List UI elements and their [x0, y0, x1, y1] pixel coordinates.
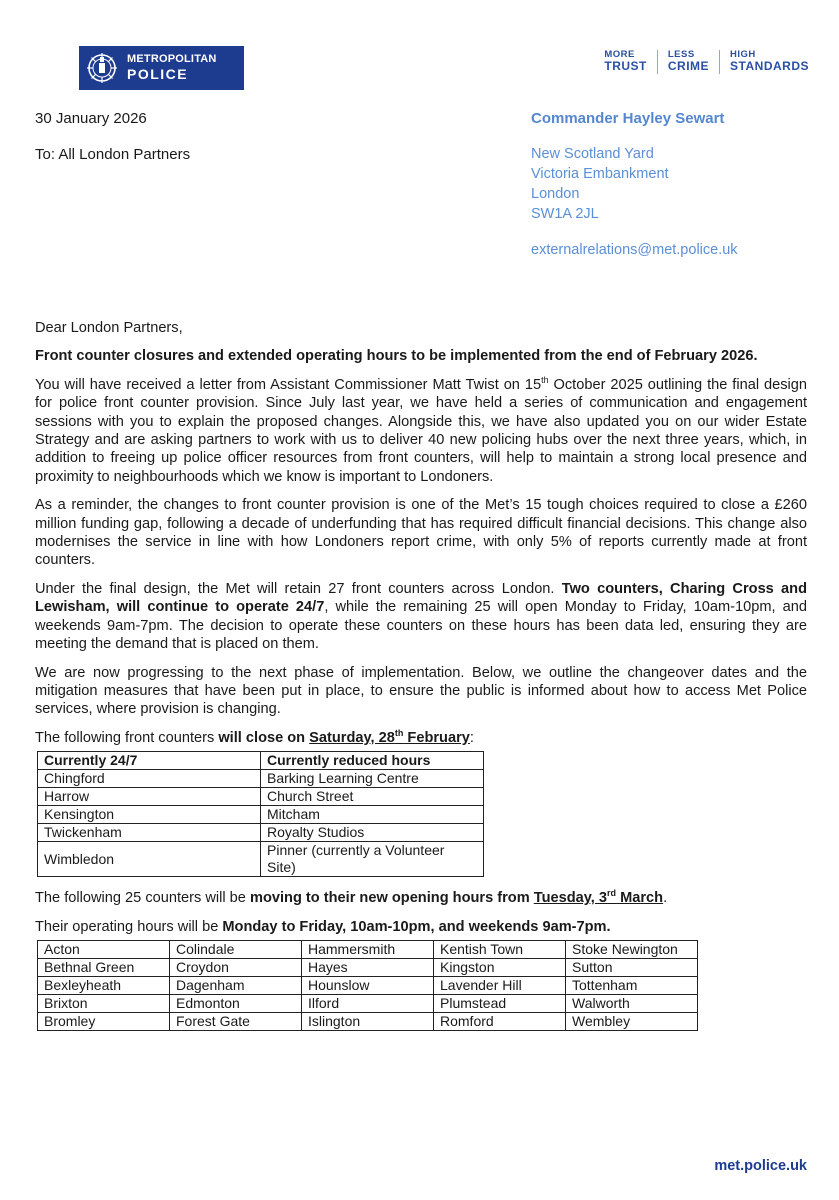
table-row: Twickenham Royalty Studios — [38, 824, 484, 842]
salutation: Dear London Partners, — [35, 320, 183, 336]
table-row: Bromley Forest Gate Islington Romford Wembley — [38, 1012, 698, 1030]
sender-name: Commander Hayley Sewart — [531, 110, 725, 127]
tagline — [594, 50, 809, 74]
sender-block — [531, 110, 738, 258]
operating-hours-line: Their operating hours will be Monday to Friday, 10am-10pm, and weekends 9am-7pm. — [35, 918, 611, 935]
met-police-logo — [79, 46, 244, 90]
crest-icon — [85, 51, 119, 85]
tagline-more-trust: MORE TRUST — [604, 49, 647, 74]
table-row: Bethnal Green Croydon Hayes Kingston Sutton — [38, 958, 698, 976]
table-row: Harrow Church Street — [38, 788, 484, 806]
table-row: Acton Colindale Hammersmith Kentish Town Stoke Newington — [38, 940, 698, 958]
table-header-row — [38, 752, 484, 770]
logo-line-2: POLICE — [127, 66, 189, 83]
closures-intro: The following front counters will close on Saturday, 28th February: — [35, 727, 474, 746]
column-header: Currently reduced hours — [261, 752, 484, 770]
tagline-high-standards: HIGH STANDARDS — [719, 50, 809, 74]
sender-address — [531, 144, 738, 224]
address-line: New Scotland Yard — [531, 146, 654, 162]
closures-table — [37, 751, 484, 877]
address-line: Victoria Embankment — [531, 166, 669, 182]
table-row: Bexleyheath Dagenham Hounslow Lavender Hill Tottenham — [38, 976, 698, 994]
letter-date: 30 January 2026 — [35, 110, 147, 127]
paragraph-3: Under the final design, the Met will retain 27 front counters across London. Two counters, Charing Cross and Lewisham, will continue to operate 24/7, while the remaining 25 will open Monday to Friday, 10am-10pm, and weekends 9am-7pm. The decision to operate these counters on these hours has been data led, ensuring they are meeting the demand that is placed on them. — [35, 580, 808, 653]
letter-body — [35, 319, 807, 1031]
table-row: Wimbledon Pinner (currently a Volunteer Site) — [38, 842, 484, 877]
table-row: Chingford Barking Learning Centre — [38, 770, 484, 788]
address-line: London — [531, 186, 580, 202]
counters-table — [37, 940, 698, 1031]
new-hours-intro: The following 25 counters will be moving to their new opening hours from Tuesday, 3rd March. — [35, 888, 668, 907]
letter-recipient: To: All London Partners — [35, 146, 191, 163]
paragraph-2: As a reminder, the changes to front counter provision is one of the Met’s 15 tough choices required to close a £260 million funding gap, following a decade of underfunding that has required difficult financial decisions. This change also modernises the service in line with how Londoners report crime, with only 5% of reports currently made at front counters. — [35, 497, 807, 569]
column-header: Currently 24/7 — [38, 752, 261, 770]
paragraph-4: We are now progressing to the next phase of implementation. Below, we outline the changeover dates and the mitigation measures that have been put in place, to ensure the public is informed about how to access Met Police services, where provision is changing. — [35, 664, 807, 718]
footer-website[interactable]: met.police.uk — [714, 1158, 807, 1174]
sender-email[interactable]: externalrelations@met.police.uk — [531, 242, 738, 258]
address-line: SW1A 2JL — [531, 206, 599, 222]
table-row: Kensington Mitcham — [38, 806, 484, 824]
logo-line-1: METROPOLITAN — [127, 52, 217, 65]
table-row: Brixton Edmonton Ilford Plumstead Walworth — [38, 994, 698, 1012]
paragraph-1: You will have received a letter from Assistant Commissioner Matt Twist on 15th October 2025 outlining the final design for police front counter provision. Since July last year, we have held a series of communication and engagement sessions with you to explain the proposed changes. Alongside this, we have also updated you on our wider Estate Strategy and are asking partners to work with us to deliver 40 new policing hubs over the next three years, which, in addition to freeing up police officer resources from front counters, will help to maintain a strong local presence and proximity to neighbourhoods which we know is important to Londoners. — [35, 374, 807, 485]
subject-line: Front counter closures and extended operating hours to be implemented from the end of February 2026. — [35, 348, 758, 365]
tagline-less-crime: LESS CRIME — [657, 50, 719, 74]
